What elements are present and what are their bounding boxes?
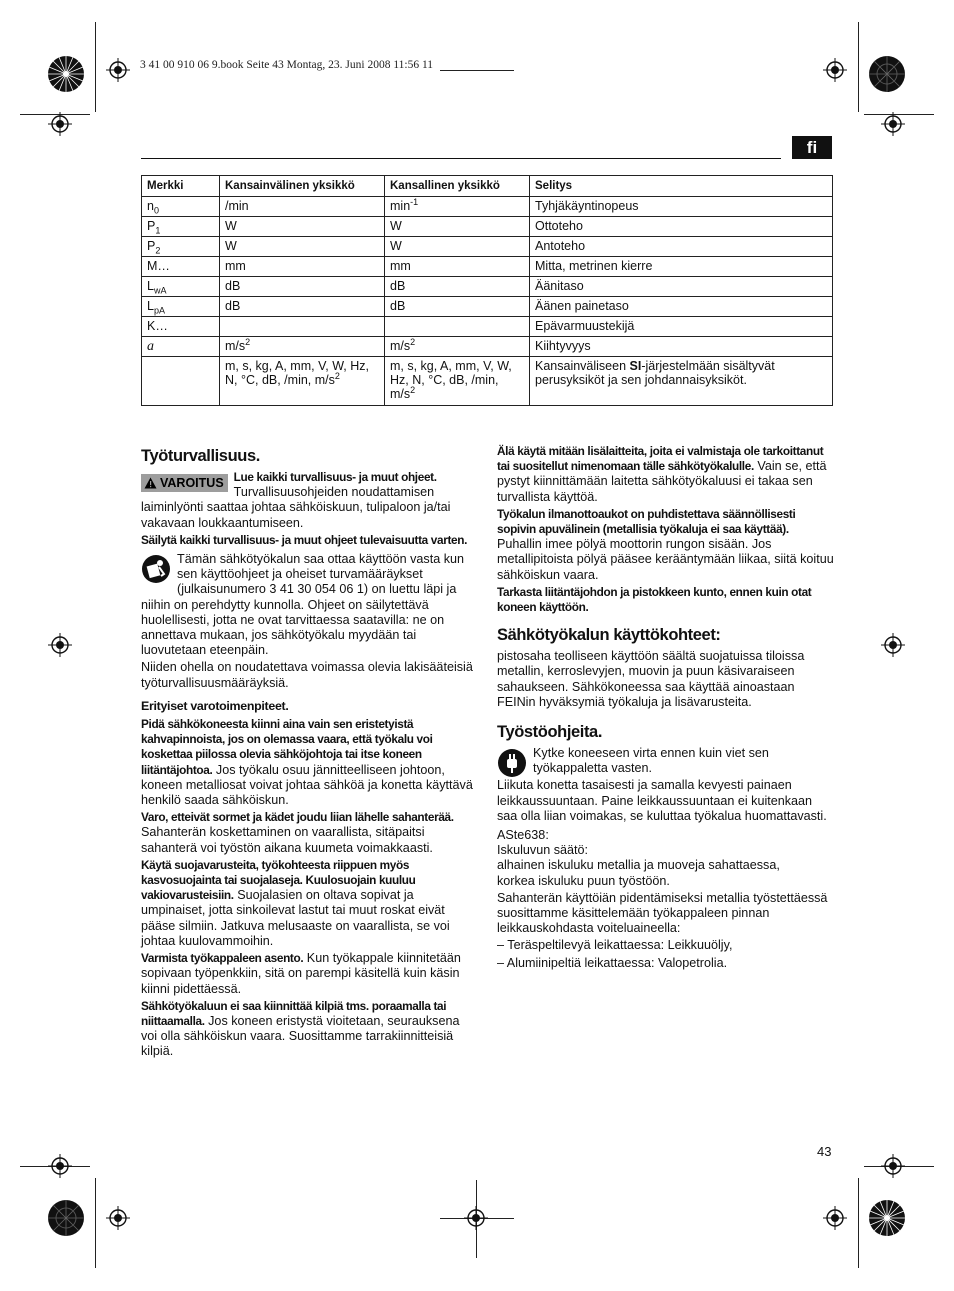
right-column: [497, 444, 835, 971]
warning-badge: [141, 474, 228, 492]
cell-description: Äänen painetaso: [530, 297, 833, 317]
header-rule: [141, 158, 781, 159]
cell-national-unit: dB: [385, 277, 530, 297]
cell-symbol: $L_{wA}$: [142, 277, 220, 297]
crop-target-icon: [48, 1154, 72, 1178]
stroke-rate-label: Iskuluvun säätö:: [497, 843, 589, 858]
table-row: [142, 257, 833, 277]
cell-description: Tyhjäkäyntinopeus: [530, 197, 833, 217]
book-file-header: 3 41 00 910 06 9.book Seite 43 Montag, 23. Juni 2008 11:56 11: [140, 59, 434, 71]
cell-description: Kansainväliseen SI-järjestelmään sisältyvät perusyksiköt ja sen johdannaisyksiköt.: [530, 357, 833, 406]
table-row: [142, 337, 833, 357]
sunburst-registration-icon: [47, 1199, 85, 1237]
cell-description: Ottoteho: [530, 217, 833, 237]
cell-description: Antoteho: [530, 237, 833, 257]
cell-national-unit: $\min^{-1}$: [385, 197, 530, 217]
cell-symbol: $n_0$: [142, 197, 220, 217]
precaution-cord-check: Tarkasta liitäntäjohdon ja pistokkeen kunto, ennen kuin otat koneen käyttöön.: [497, 584, 812, 615]
sunburst-registration-icon: [868, 1199, 906, 1237]
model-label: ASte638:: [497, 828, 549, 843]
cell-international-unit: m, s, kg, A, mm, V, W, Hz, N, °C, dB, /min, $m/s^2$: [220, 357, 385, 406]
cell-international-unit: [220, 317, 385, 337]
warning-triangle-icon: [144, 477, 157, 489]
crop-target-icon: [823, 1206, 847, 1230]
sunburst-registration-icon: [47, 55, 85, 93]
list-item: – Teräspeltilevyä leikattaessa: Leikkuuöljy,: [497, 938, 733, 953]
cell-symbol: M…: [142, 257, 220, 277]
cell-description: Äänitaso: [530, 277, 833, 297]
crop-target-icon: [106, 1206, 130, 1230]
keep-instructions: Säilytä kaikki turvallisuus- ja muut ohjeet tulevaisuutta varten.: [141, 532, 468, 547]
crop-target-icon: [48, 112, 72, 136]
plug-icon: [497, 748, 527, 778]
cell-description: Kiihtyvyys: [530, 337, 833, 357]
warning-badge-label: VAROITUS: [160, 476, 224, 490]
cell-national-unit: W: [385, 217, 530, 237]
cell-symbol: K…: [142, 317, 220, 337]
section-title-safety: Työturvallisuus.: [141, 447, 260, 465]
cell-national-unit: mm: [385, 257, 530, 277]
cell-international-unit: W: [220, 237, 385, 257]
cell-international-unit: mm: [220, 257, 385, 277]
stroke-rate-high: korkea iskuluku puun työstöön.: [497, 873, 670, 888]
precaution-no-drilling: Sähkötyökaluun ei saa kiinnittää kilpiä tms. poraamalla tai niittaamalla. Jos koneen eristystä vioitetaan, seurauksena voi olla sähköiskun vaara. Suosittamme tarrakiinnitteisiä kilpiä.: [141, 998, 460, 1059]
table-row: [142, 197, 833, 217]
crop-target-icon: [48, 633, 72, 657]
crop-target-icon: [464, 1206, 488, 1230]
precaution-workpiece: Varmista työkappaleen asento. Kun työkappale kiinnitetään sopivaan työpenkkiin, sitä on parempi käsitellä kuin käsin kiinni pidettäessä.: [141, 951, 461, 996]
cell-international-unit: $m/s^2$: [220, 337, 385, 357]
column-header-symbol: Merkki: [142, 176, 220, 197]
cell-symbol: $L_{pA}$: [142, 297, 220, 317]
table-row: [142, 217, 833, 237]
column-header-description: Selitys: [530, 176, 833, 197]
language-badge: fi: [792, 136, 832, 159]
stroke-rate-low: alhainen iskuluku metallia ja muoveja sahattaessa,: [497, 858, 780, 873]
sunburst-registration-icon: [868, 55, 906, 93]
cell-national-unit: dB: [385, 297, 530, 317]
special-precautions-heading: Erityiset varotoimenpiteet.: [141, 698, 289, 713]
read-manual-icon: [141, 554, 171, 584]
precaution-accessories: Älä käytä mitään lisälaitteita, joita ei valmistaja ole tarkoittanut tai suositellut nimenomaan tälle sähkötyökalulle. Vain se, että pystyt kiinnittämään laitetta sähkötyökaluusi ei takaa sen turvallista käyttöä.: [497, 444, 827, 504]
crop-target-icon: [823, 58, 847, 82]
manual-paragraph: Tämän sähkötyökalun saa ottaa käyttöön vasta kun sen käyttöohjeet ja oheiset turvamääräykset (julkaisunumero 3 41 30 054 06 1) on luettu läpi ja niihin on perehdytty kunnolla. Ohjeet on säilytettävä huolellisesti, jotta ne ovat tarvittaessa saatavilla: ne on annettava mukaan, jos sähkötyökalu myydään tai luovutetaan eteenpäin.: [141, 552, 465, 658]
cell-symbol: a: [142, 337, 220, 357]
page-number: 43: [817, 1144, 832, 1159]
section-title-intended-use: Sähkötyökalun käyttökohteet:: [497, 626, 721, 645]
precaution-insulated-grip: Pidä sähkökoneesta kiinni aina vain sen eristetyistä kahvapinnoista, jos on olemassa vaara, että työkalu voi koskettaa piilossa olevia sähköjohtoja tai itse koneen liitäntäjohtoa. Jos työkalu osuu jännitteelliseen johtoon, koneen metalliosat voivat johtaa sähköä ja konetta käyttävä henkilö saada sähköiskun.: [141, 717, 473, 808]
law-paragraph: Niiden ohella on noudatettava voimassa olevia lakisääteisiä työturvallisuusmääräyksiä.: [141, 660, 473, 690]
units-table: [141, 175, 833, 406]
crop-target-icon: [881, 1154, 905, 1178]
table-row: [142, 357, 833, 406]
table-header-row: [142, 176, 833, 197]
section-title-working-instructions: Työstöohjeita.: [497, 723, 603, 742]
plug-in-text: Kytke koneeseen virta ennen kuin viet sen työkappaletta vasten.: [533, 746, 769, 776]
cell-national-unit: m, s, kg, A, mm, V, W, Hz, N, °C, dB, /min, $m/s^2$: [385, 357, 530, 406]
column-header-national: Kansallinen yksikkö: [385, 176, 530, 197]
table-row: [142, 237, 833, 257]
warning-lead: Lue kaikki turvallisuus- ja muut ohjeet.: [233, 470, 437, 484]
cell-symbol: [142, 357, 220, 406]
precaution-air-vents: Työkalun ilmanottoaukot on puhdistettava säännöllisesti sopivin apuvälinein (metallisia työkaluja ei saa käyttää). Puhallin imee pölyä moottorin rungon sisään. Jos metallipitoista pölyä pääsee kerääntymään liikaa, siitä koituu sähköiskun vaara.: [497, 506, 834, 582]
intended-use-text: pistosaha teolliseen käyttöön säältä suojatuissa tiloissa metallin, kerroslevyjen, muovin ja puun käsivaraiseen sahaukseen. Sähkökoneessa saa käyttää ainoastaan FEINin hyväksymiä työkaluja ja lisävarusteita.: [497, 649, 805, 709]
feed-pressure-text: Liikuta konetta tasaisesti ja samalla kevyesti painaen leikkaussuuntaan. Paine leikkaussuuntaan ei kuitenkaan saa olla liian voimakas, se kuluttaa työkalua huomattavasti.: [497, 778, 827, 823]
list-item: – Alumiinipeltiä leikattaessa: Valopetrolia.: [497, 955, 728, 970]
cell-national-unit: W: [385, 237, 530, 257]
cell-international-unit: dB: [220, 277, 385, 297]
table-row: [142, 317, 833, 337]
precaution-protective-gear: Käytä suojavarusteita, työkohteesta riippuen myös kasvosuojainta tai suojalaseja. Kuulosuojain kuuluu vakiovarusteisiin. Suojalasien on oltava sopivat ja umpinaiset, jotta sinkoilevat lastut tai muut roskat eivät pääse silmiin. Jatkuva melusaaste on vaarallista, se voi johtaa kuulovammoihin.: [141, 857, 450, 948]
cell-symbol: $P_2$: [142, 237, 220, 257]
column-header-international: Kansainvälinen yksikkö: [220, 176, 385, 197]
left-column: [141, 446, 478, 1062]
cell-international-unit: dB: [220, 297, 385, 317]
crop-target-icon: [106, 58, 130, 82]
precaution-fingers: Varo, etteivät sormet ja kädet joudu liian lähelle sahanterää. Sahanterän koskettaminen on vaarallista, sitäpaitsi sahanterä voi työstön aikana kuumeta voimakkaasti.: [141, 810, 454, 855]
warning-text: Turvallisuusohjeiden noudattamisen laiminlyönti saattaa johtaa sähköiskuun, tulipaloon ja/tai vakavaan loukkaantumiseen.: [141, 485, 451, 530]
cell-international-unit: W: [220, 217, 385, 237]
cell-description: Mitta, metrinen kierre: [530, 257, 833, 277]
cell-symbol: $P_1$: [142, 217, 220, 237]
cell-national-unit: [385, 317, 530, 337]
table-row: [142, 297, 833, 317]
crop-target-icon: [881, 112, 905, 136]
lubricant-text: Sahanterän käyttöiän pidentämiseksi metallia työstettäessä suosittamme käsittelemään työkappaleen pinnan leikkauskohdasta voiteluaineella:: [497, 890, 828, 936]
table-row: [142, 277, 833, 297]
cell-national-unit: $m/s^2$: [385, 337, 530, 357]
cell-description: Epävarmuustekijä: [530, 317, 833, 337]
crop-target-icon: [881, 633, 905, 657]
cell-international-unit: /min: [220, 197, 385, 217]
